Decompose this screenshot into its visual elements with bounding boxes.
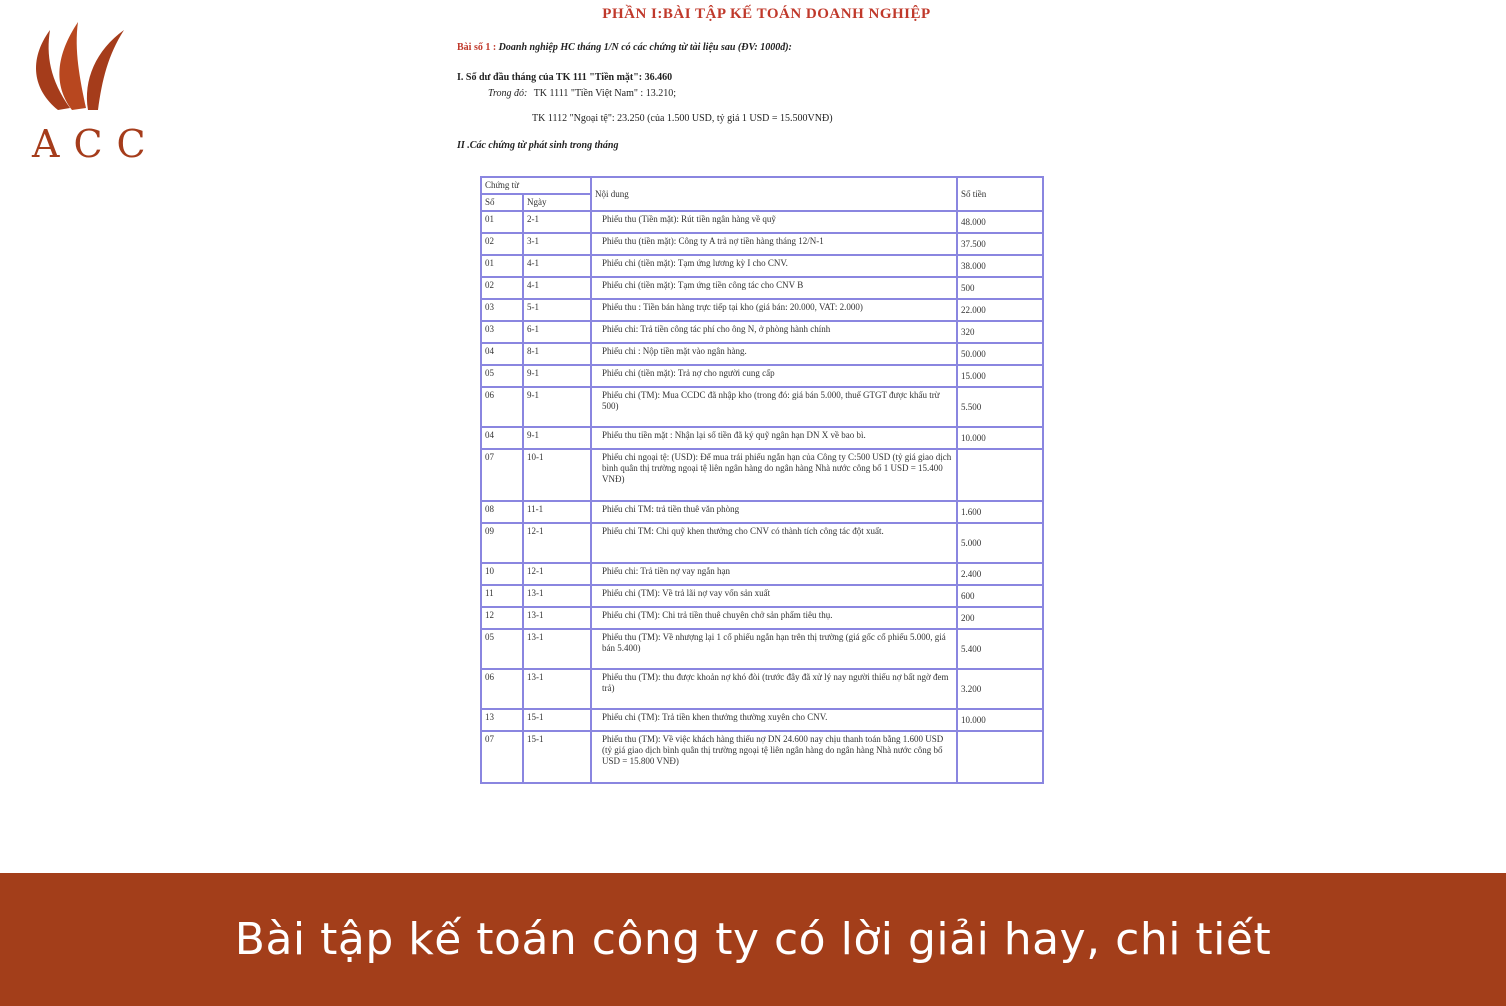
balance-line-1-label: Trong đó: [488,88,528,99]
row-content: Phiếu chi ngoại tệ: (USD): Để mua trái phiếu ngắn hạn của Công ty C:500 USD (tỷ giá giao dịch bình quân thị trường ngoại tệ liên ngân hàng do ngân hàng Nhà nước công bố 1 USD = 15.400 VNĐ) [591,449,957,501]
row-content: Phiếu thu (TM): Về việc khách hàng thiếu nợ DN 24.600 nay chịu thanh toán bằng 1.600 USD (tỷ giá giao dịch bình quân thị trường ngoại tệ liên ngân hàng do ngân hàng Nhà nước công bố USD = 15.800 VNĐ) [591,731,957,783]
exercise-text: Doanh nghiệp HC tháng 1/N có các chứng từ tài liệu sau (ĐV: 1000đ): [498,42,792,53]
row-content: Phiếu thu (TM): thu được khoản nợ khó đòi (trước đây đã xử lý nay người thiếu nợ bất ngờ đem trả) [591,669,957,709]
row-amount: 320 [957,321,1043,343]
row-content: Phiếu chi: Trả tiền công tác phí cho ông N, ở phòng hành chính [591,321,957,343]
row-date: 8-1 [523,343,591,365]
acc-logo [28,10,160,166]
row-content: Phiếu chi (tiền mặt): Tạm ứng tiền công tác cho CNV B [591,277,957,299]
row-number: 01 [481,255,523,277]
row-amount [957,731,1043,783]
row-content: Phiếu thu (tiền mặt): Công ty A trả nợ tiền hàng tháng 12/N-1 [591,233,957,255]
row-content: Phiếu thu (Tiền mặt): Rút tiền ngân hàng về quỹ [591,211,957,233]
header-amount: Số tiền [957,177,1043,211]
row-date: 13-1 [523,629,591,669]
row-number: 02 [481,233,523,255]
row-amount [957,449,1043,501]
row-number: 04 [481,427,523,449]
table-row [481,607,1043,629]
row-number: 08 [481,501,523,523]
exercise-intro [457,42,792,53]
table-row [481,731,1043,783]
row-date: 9-1 [523,387,591,427]
row-number: 04 [481,343,523,365]
table-row [481,427,1043,449]
row-date: 5-1 [523,299,591,321]
section-2-heading: II .Các chứng từ phát sinh trong tháng [457,140,619,151]
row-number: 12 [481,607,523,629]
row-content: Phiếu thu (TM): Về nhượng lại 1 cổ phiếu ngắn hạn trên thị trường (giá gốc cổ phiếu 5.000, giá bán 5.400) [591,629,957,669]
row-amount: 3.200 [957,669,1043,709]
row-amount: 10.000 [957,427,1043,449]
row-number: 06 [481,669,523,709]
row-number: 05 [481,365,523,387]
row-date: 13-1 [523,607,591,629]
table-row [481,563,1043,585]
caption-banner [0,873,1506,1006]
row-content: Phiếu chi TM: Chi quỹ khen thưởng cho CNV có thành tích công tác đột xuất. [591,523,957,563]
row-date: 15-1 [523,731,591,783]
table-row [481,387,1043,427]
row-amount: 22.000 [957,299,1043,321]
header-voucher: Chứng từ [481,177,591,194]
row-amount: 50.000 [957,343,1043,365]
banner-title: Bài tập kế toán công ty có lời giải hay, chi tiết [234,914,1272,965]
row-amount: 500 [957,277,1043,299]
row-date: 12-1 [523,523,591,563]
row-number: 10 [481,563,523,585]
table-row [481,523,1043,563]
row-date: 13-1 [523,585,591,607]
table-row [481,449,1043,501]
table-row [481,669,1043,709]
row-date: 12-1 [523,563,591,585]
header-date: Ngày [523,194,591,211]
table-row [481,321,1043,343]
transactions-body [481,211,1043,783]
row-amount: 5.000 [957,523,1043,563]
row-number: 03 [481,321,523,343]
section-1-heading: I. Số dư đầu tháng của TK 111 "Tiền mặt": 36.460 [457,72,673,83]
row-number: 01 [481,211,523,233]
row-date: 15-1 [523,709,591,731]
row-date: 9-1 [523,427,591,449]
row-content: Phiếu chi (TM): Trả tiền khen thưởng thường xuyên cho CNV. [591,709,957,731]
balance-line-1-text: TK 1111 "Tiền Việt Nam" : 13.210; [533,88,676,99]
row-content: Phiếu chi (TM): Mua CCDC đã nhập kho (trong đó: giá bán 5.000, thuế GTGT được khấu trừ 500) [591,387,957,427]
table-row [481,277,1043,299]
table-row [481,211,1043,233]
document-title: PHẦN I:BÀI TẬP KẾ TOÁN DOANH NGHIỆP [602,6,931,22]
row-number: 09 [481,523,523,563]
table-row [481,233,1043,255]
row-amount: 5.500 [957,387,1043,427]
row-content: Phiếu chi (tiền mặt): Tạm ứng lương kỳ I cho CNV. [591,255,957,277]
row-content: Phiếu chi : Nộp tiền mặt vào ngân hàng. [591,343,957,365]
row-content: Phiếu chi TM: trả tiền thuê văn phòng [591,501,957,523]
row-date: 13-1 [523,669,591,709]
row-amount: 15.000 [957,365,1043,387]
header-content: Nội dung [591,177,957,211]
row-date: 10-1 [523,449,591,501]
row-number: 07 [481,449,523,501]
row-amount: 48.000 [957,211,1043,233]
balance-line-2: TK 1112 "Ngoại tệ": 23.250 (của 1.500 USD, tỷ giá 1 USD = 15.500VNĐ) [532,113,833,124]
header-number: Số [481,194,523,211]
row-date: 9-1 [523,365,591,387]
row-date: 11-1 [523,501,591,523]
row-content: Phiếu chi (TM): Chi trả tiền thuê chuyên chở sản phẩm tiêu thụ. [591,607,957,629]
logo-text: ACC [32,122,160,166]
row-date: 4-1 [523,277,591,299]
row-amount: 37.500 [957,233,1043,255]
row-date: 4-1 [523,255,591,277]
row-number: 07 [481,731,523,783]
table-row [481,629,1043,669]
row-amount: 38.000 [957,255,1043,277]
flame-leaf-icon [28,10,132,120]
row-content: Phiếu chi (tiền mặt): Trả nợ cho người cung cấp [591,365,957,387]
transactions-table [480,176,1044,784]
row-date: 3-1 [523,233,591,255]
row-date: 6-1 [523,321,591,343]
balance-line-1 [488,88,676,99]
table-row [481,585,1043,607]
row-content: Phiếu thu : Tiền bán hàng trực tiếp tại kho (giá bán: 20.000, VAT: 2.000) [591,299,957,321]
row-number: 06 [481,387,523,427]
exercise-lead: Bài số 1 : [457,42,497,53]
row-amount: 5.400 [957,629,1043,669]
row-number: 05 [481,629,523,669]
row-number: 02 [481,277,523,299]
row-number: 13 [481,709,523,731]
row-amount: 600 [957,585,1043,607]
row-amount: 200 [957,607,1043,629]
row-number: 11 [481,585,523,607]
row-amount: 10.000 [957,709,1043,731]
row-content: Phiếu chi (TM): Về trả lãi nợ vay vốn sản xuất [591,585,957,607]
row-amount: 2.400 [957,563,1043,585]
table-row [481,343,1043,365]
row-amount: 1.600 [957,501,1043,523]
table-row [481,365,1043,387]
row-date: 2-1 [523,211,591,233]
row-number: 03 [481,299,523,321]
row-content: Phiếu chi: Trả tiền nợ vay ngắn hạn [591,563,957,585]
table-row [481,501,1043,523]
table-row [481,709,1043,731]
table-row [481,255,1043,277]
row-content: Phiếu thu tiền mặt : Nhận lại số tiền đã ký quỹ ngân hạn DN X về bao bì. [591,427,957,449]
table-row [481,299,1043,321]
